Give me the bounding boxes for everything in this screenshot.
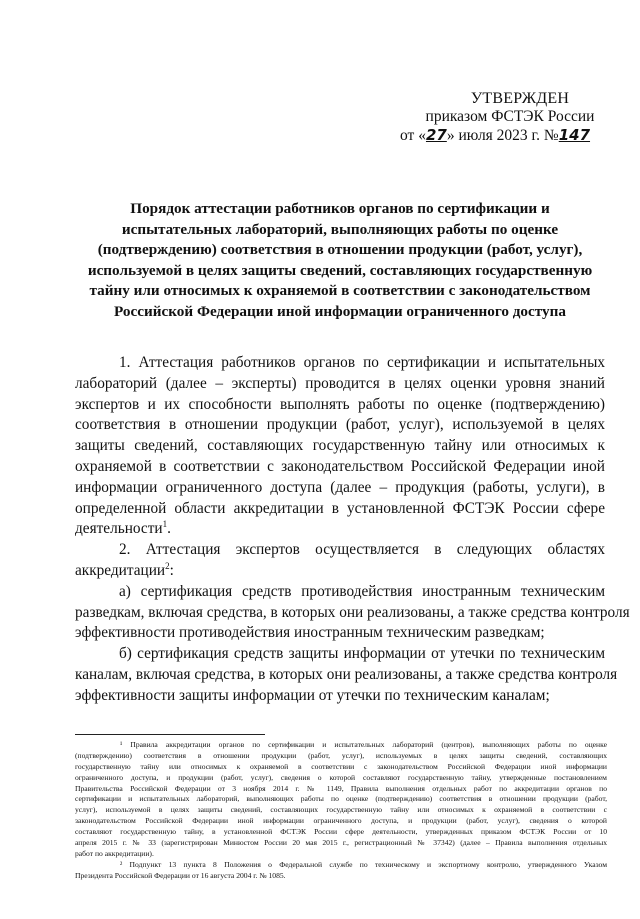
paragraph-1-line: защиты сведений, составляющих государственную тайну или относимых к xyxy=(75,437,605,455)
footnote-1-line: ограниченного доступа, и продукции (работ, услуг), сведения о которой составляют государственную тайну, утвержденные постановлением xyxy=(75,772,607,782)
footnote-2-last-line: Президента Российской Федерации от 16 августа 2004 г. № 1085. xyxy=(75,870,286,880)
footnote-1-line: законодательством Российской Федерации иной информации ограниченного доступа, и продукции (работ, услуг), сведения о которой xyxy=(75,816,607,826)
footnote-2-line: ² Подпункт 13 пункта 8 Положения о Федеральной службе по техническому и экспортному контролю, утвержденного Указом xyxy=(120,859,607,869)
footnote-1-line: Правительства Российской Федерации от 3 ноября 2014 г. № 1149, Правила выполнения отдельных работ по аккредитации органов по xyxy=(75,783,607,793)
footnotes xyxy=(75,740,607,882)
paragraph-1-line: экспертов и их способности выполнять работы по оценке (подтверждению) xyxy=(75,395,605,413)
item-a-line: а) сертификация средств противодействия иностранным техническим xyxy=(119,582,605,600)
footnote-1-line: услуг), используемой в целях защиты сведений, составляющих государственную тайну или относимых к охраняемой в соответствии с xyxy=(75,805,607,815)
paragraph-1-line: лабораторий (далее – эксперты) проводится в целях оценки уровня знаний xyxy=(75,374,605,392)
paragraph-1-end-text: деятельности xyxy=(75,520,163,538)
title-line: тайну или относимых к охраняемой в соответствии с законодательством xyxy=(89,282,591,300)
title-line: Российской Федерации иной информации ограниченного доступа xyxy=(114,302,566,320)
item-b-line: каналам, включая средства, в которых они реализованы, а также средства контроля xyxy=(75,665,618,683)
handwritten-day: 27 xyxy=(425,126,447,144)
handwritten-number: 147 xyxy=(558,126,591,144)
footnote-ref-1[interactable]: 1 xyxy=(162,519,168,530)
footnote-1-line: составляют государственную тайну, в установленной ФСТЭК России сфере деятельности, утвержденных приказом ФСТЭК России от 10 xyxy=(75,827,607,837)
document-title xyxy=(80,199,600,323)
footnote-ref-2[interactable]: 2 xyxy=(165,560,170,571)
paragraph-1-line: информации ограниченного доступа (далее – продукция (работы, услуги), в xyxy=(75,478,605,496)
paragraph-2-end-text: аккредитации xyxy=(75,561,166,579)
date-prefix: от « xyxy=(400,127,426,144)
paragraph-2-last-line: аккредитации$^2$: xyxy=(75,560,174,579)
item-b-line: б) сертификация средств защиты информации от утечки по техническим xyxy=(119,645,605,663)
title-line: Порядок аттестации работников органов по сертификации и xyxy=(130,200,550,217)
date-middle: » июля 2023 г. № xyxy=(446,127,559,144)
paragraph-1-line: 1. Аттестация работников органов по сертификации и испытательных xyxy=(119,354,605,371)
footnote-1-line: сертификации и испытательных лабораторий, выполняющих работы по оценке (подтверждению) соответствия в отношении продукции (работ, xyxy=(75,794,607,804)
footnote-1-last-line: работ по аккредитации). xyxy=(75,848,154,858)
item-a-line: разведкам, включая средства, в которых они реализованы, а также средства контроля xyxy=(75,603,630,621)
item-b-last-line: эффективности защиты информации от утечки по техническим каналам; xyxy=(75,686,550,704)
approval-heading: УТВЕРЖДЕН xyxy=(470,90,570,107)
paragraph-1-last-line: деятельности$^1$. xyxy=(75,519,171,538)
footnote-1-line: государственную тайну или относимых к охраняемой в соответствии с законодательством Российской Федерации иной информации xyxy=(75,761,607,771)
footnote-divider xyxy=(75,734,265,735)
document-body xyxy=(75,353,630,707)
footnote-1-line: апреля 2015 г. № 33 (зарегистрирован Минюстом России 20 мая 2015 г., регистрационный № 37342) (далее – Правила выполнения отдельных xyxy=(75,838,607,848)
paragraph-1-line: определенной области аккредитации в установленной ФСТЭК России сфере xyxy=(75,499,605,517)
footnote-1-line: ¹ Правила аккредитации органов по сертификации и испытательных лабораторий (центров), выполняющих работы по оценке xyxy=(120,740,607,749)
paragraph-2-line: 2. Аттестация экспертов осуществляется в следующих областях xyxy=(119,541,605,559)
paragraph-1-line: соответствия в отношении продукции (работ, услуг), используемой в целях xyxy=(75,416,605,434)
footnote-1-line: (подтверждению) соответствия в отношении продукции (работ, услуг), используемых в целях защиты сведений, составляющих xyxy=(75,750,607,760)
paragraph-1-line: охраняемой в соответствии с законодательством Российской Федерации иной xyxy=(75,457,605,475)
approval-date-line xyxy=(400,126,620,145)
item-a-last-line: эффективности противодействия иностранным техническим разведкам; xyxy=(75,624,545,642)
title-line: (подтверждению) соответствия в отношении продукции (работ, услуг), xyxy=(97,241,583,259)
title-line: испытательных лабораторий, выполняющих работы по оценке xyxy=(121,220,559,238)
approval-stamp xyxy=(400,90,620,145)
title-line: используемой в целях защиты сведений, составляющих государственную xyxy=(87,261,593,279)
approval-order-line: приказом ФСТЭК России xyxy=(425,108,595,125)
